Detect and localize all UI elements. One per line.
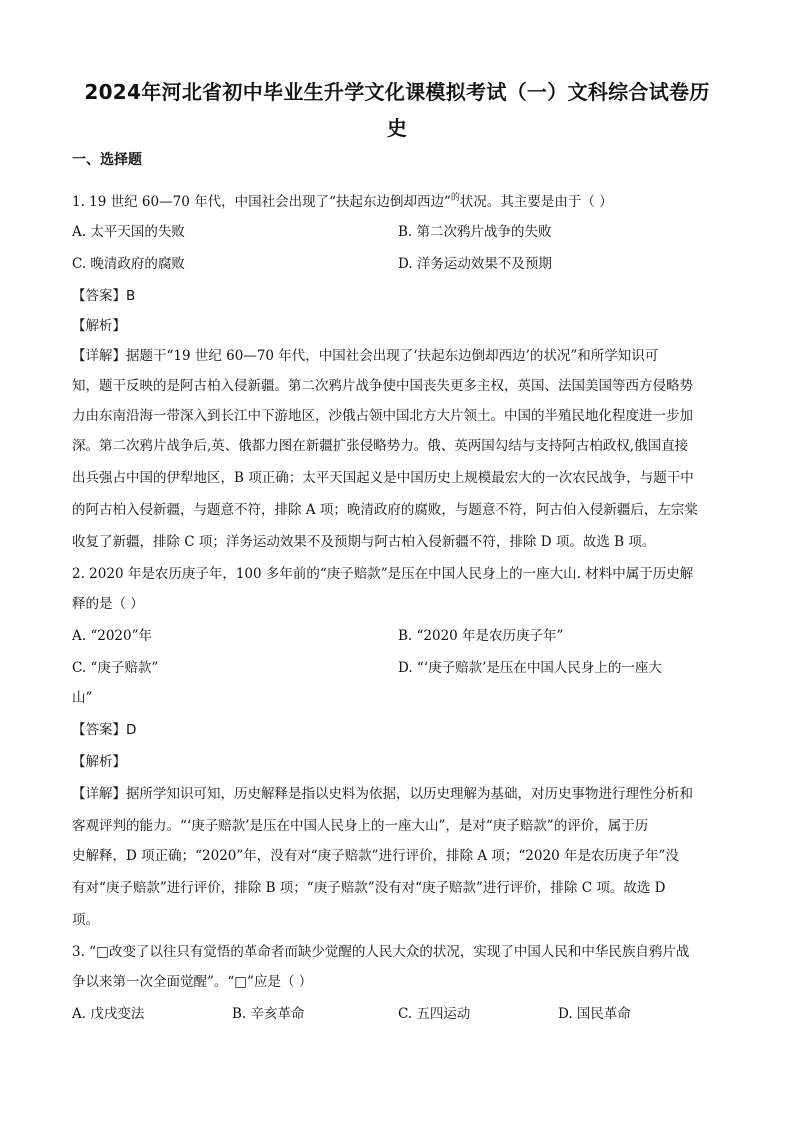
question-2-option-d-continued: 山” (72, 690, 93, 706)
question-2-option-d: D. “‘庚子赔款’是压在中国人民身上的一座大 (398, 660, 662, 676)
question-2-detail-line: 有对“庚子赔款”进行评价，排除 B 项；“庚子赔款”没有对“庚子赔款”进行评价，排除 C 项。故选 D (72, 880, 666, 896)
question-1-option-d: D. 洋务运动效果不及预期 (398, 256, 552, 272)
question-1-stem-mark: 的 (450, 193, 460, 203)
question-2-option-c: C. “庚子赔款” (72, 660, 159, 676)
question-1-stem-text: 1. 19 世纪 60—70 年代，中国社会出现了“扶起东边倒却西边” (72, 194, 451, 210)
question-3-option-b: B. 辛亥革命 (232, 1006, 305, 1022)
question-1-answer: 【答案】B (72, 288, 136, 304)
question-2-analysis-label: 【解析】 (72, 754, 126, 770)
question-1-detail-line: 收复了新疆，排除 C 项；洋务运动效果不及预期与阿古柏入侵新疆不符，排除 D 项。故选 B 项。 (72, 534, 656, 550)
question-2-stem-line: 释的是（ ） (72, 596, 144, 612)
question-2-detail-line: 【详解】据所学知识可知，历史解释是指以史料为依据，以历史理解为基础，对历史事物进行理性分析和 (72, 786, 693, 802)
question-1-analysis-label: 【解析】 (72, 318, 126, 334)
question-2-detail-line: 客观评判的能力。“‘庚子赔款’是压在中国人民身上的一座大山”，是对“庚子赔款”的评价，属于历 (72, 818, 649, 834)
question-1-stem (72, 188, 722, 212)
question-3-option-a: A. 戊戌变法 (72, 1006, 145, 1022)
question-3-stem-line: 3. “□改变了以往只有觉悟的革命者而缺少觉醒的人民大众的状况，实现了中国人民和中华民族自鸦片战 (72, 944, 690, 960)
question-1-option-a: A. 太平天国的失败 (72, 224, 185, 240)
question-2-option-a: A. “2020”年 (72, 628, 152, 644)
question-1-detail-line: 【详解】据题干“19 世纪 60—70 年代，中国社会出现了‘扶起东边倒却西边’的状况”和所学知识可 (72, 348, 659, 364)
question-1-option-c: C. 晚清政府的腐败 (72, 256, 185, 272)
exam-title-continued: 史 (386, 116, 408, 140)
question-3-option-c: C. 五四运动 (398, 1006, 471, 1022)
exam-title: 2024年河北省初中毕业生升学文化课模拟考试（一）文科综合试卷历 (84, 80, 710, 104)
question-2-detail-line: 项。 (72, 912, 99, 928)
question-3-stem-line: 争以来第一次全面觉醒”。“□”应是（ ） (72, 974, 313, 990)
question-1-detail-line: 力由东南沿海一带深入到长江中下游地区，沙俄占领中国北方大片领土。中国的半殖民地化程度进一步加 (72, 408, 693, 424)
question-3-option-d: D. 国民革命 (558, 1006, 631, 1022)
question-2-stem-line: 2. 2020 年是农历庚子年，100 多年前的“庚子赔款”是压在中国人民身上的一座大山. 材料中属于历史解 (72, 566, 694, 582)
question-2-answer: 【答案】D (72, 722, 137, 738)
question-1-option-b: B. 第二次鸦片战争的失败 (398, 224, 552, 240)
question-1-detail-line: 出兵强占中国的伊犁地区，B 项正确；太平天国起义是中国历史上规模最宏大的一次农民战争，与题干中 (72, 470, 694, 486)
question-1-stem-text-end: 状况。其主要是由于（ ） (459, 194, 613, 210)
question-2-option-b: B. “2020 年是农历庚子年” (398, 628, 564, 644)
section-heading: 一、选择题 (72, 152, 142, 168)
question-1-detail-line: 深。第二次鸦片战争后,英、俄都力图在新疆扩张侵略势力。俄、英两国勾结与支持阿古柏政权,俄国直接 (72, 438, 689, 454)
question-1-detail-line: 知，题干反映的是阿古柏入侵新疆。第二次鸦片战争使中国丧失更多主权，英国、法国美国等西方侵略势 (72, 378, 693, 394)
question-1-detail-line: 的阿古柏入侵新疆，与题意不符，排除 A 项；晚清政府的腐败，与题意不符，阿古伯入侵新疆后，左宗棠 (72, 502, 698, 518)
question-2-detail-line: 史解释，D 项正确；“2020”年，没有对“庚子赔款”进行评价，排除 A 项；“2020 年是农历庚子年”没 (72, 848, 679, 864)
